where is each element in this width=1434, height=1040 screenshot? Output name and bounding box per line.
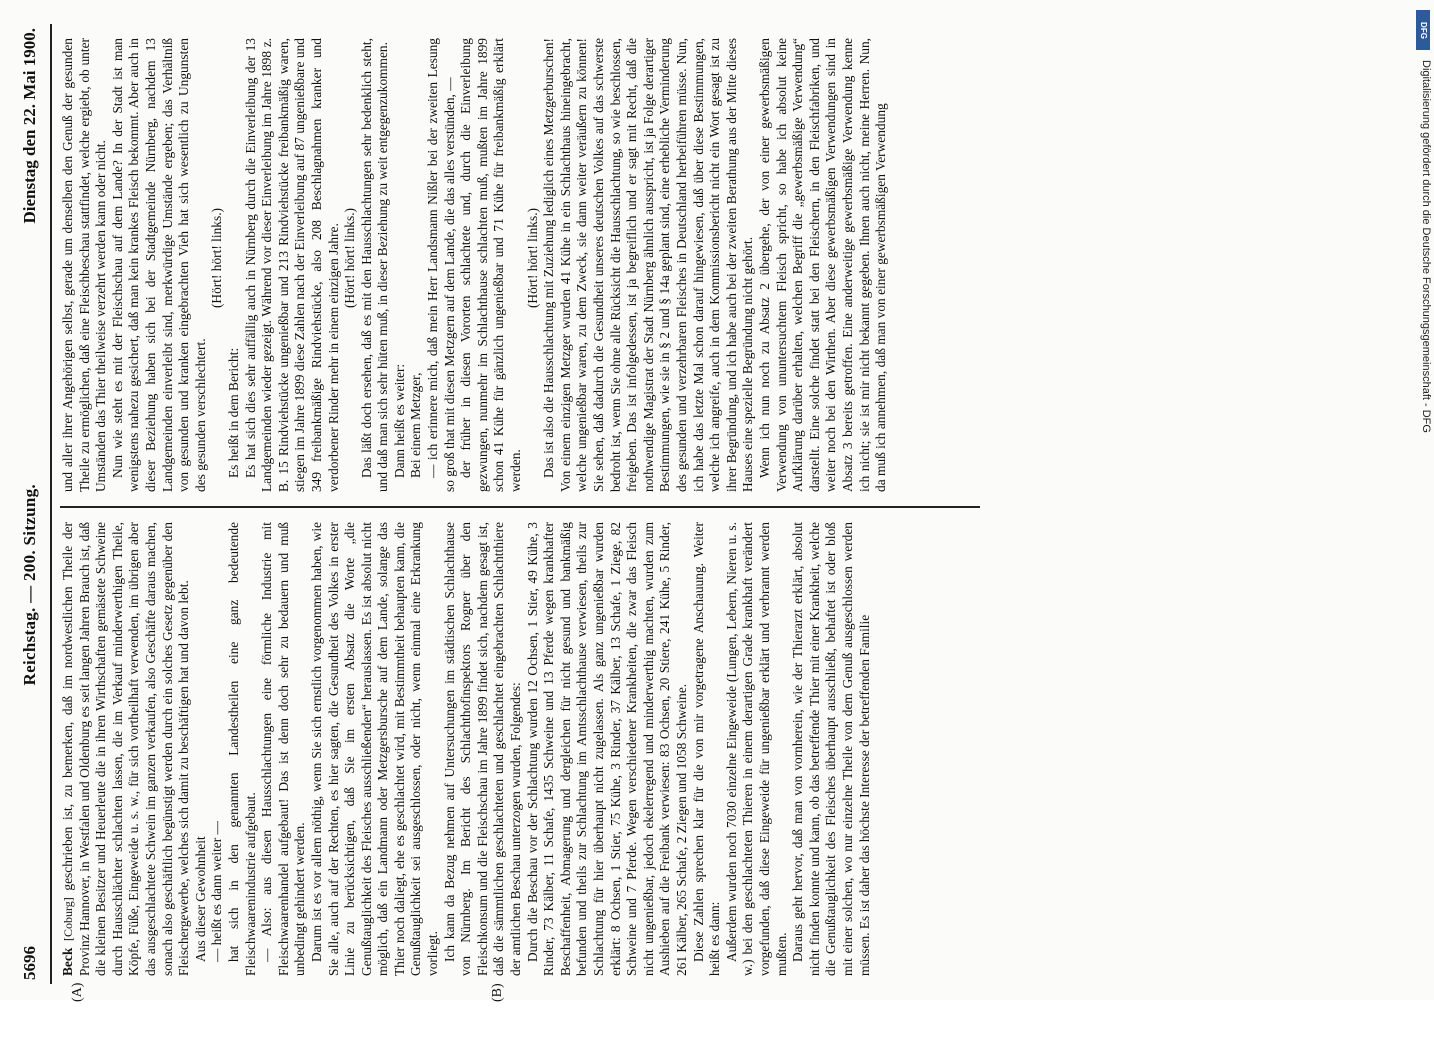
right-paragraph: — ich erinnere mich, daß mein Herr Landsmann Nißler bei der zweiten Lesung so groß that mit diesen Metzgern auf dem Lande, die das alles verstünden, — [425,38,457,492]
right-paragraph: (Hört! hört! links.) [524,207,540,309]
page-number: 5696 [20,946,39,980]
credit-text: Digitalisierung gefördert durch die Deutsche Forschungsgemeinschaft - DFG [1420,60,1432,433]
margin-letter-b: (B) [490,983,505,1002]
left-paragraph: — Also: aus diesen Hausschlachtungen eine förmliche Industrie mit Fleischwaarenhandel aufgebaut! Das ist denn doch sehr zu bedauern und muß unbedingt gehindert werden. [259,522,308,976]
right-column [60,30,980,500]
right-paragraph: (Hört! hört! links.) [209,207,225,309]
right-paragraph: Dann heißt es weiter: [391,363,407,478]
right-paragraph: der früher in diesen Vororten schlachtete und, durch die Einverleibung gezwungen, nunmehr im Schlachthause schlachten muß, mußten im Jahre 1899 schon 41 Kühe für gänzlich ungenießbar und 71 Kühe für freibankmäßig erklärt werden. [458,38,524,492]
left-paragraph: Ich kann da Bezug nehmen auf Untersuchungen im städtischen Schlachthause von Nürnberg. Im Bericht des Schlachthofinspektors Rogner über den Fleischkonsum und die Fleischschau im Jahre 1899 findet sich, nachdem gesagt ist, daß die sämmtlichen geschlachteten und geschlachtet eingebrachten Schlachtthiere der amtlichen Beschau unterzogen wurden, Folgendes: [441,522,524,976]
left-paragraph: — heißt es dann weiter — [209,821,225,962]
right-paragraph: Es heißt in dem Bericht: [225,347,241,478]
page-header [10,24,52,984]
left-paragraph: Durch die Beschau vor der Schlachtung wurden 12 Ochsen, 1 Stier, 49 Kühe, 3 Rinder, 73 Kälber, 11 Schafe, 1435 Schweine und 13 Pferde wegen krankhafter Beschaffenheit, Abmagerung und dergleichen für nicht gesund und bankmäßig befunden und theils zur Schlachtung im Amtsschlachthause verwiesen, theils zur Schlachtung für hier überhaupt nicht zugelassen. Als ganz ungenießbar wurden erklärt: 8 Ochsen, 1 Stier, 75 Kühe, 3 Rinder, 37 Kälber, 13 Schafe, 1 Ziege, 82 Schweine und 7 Pferde. Wegen verschiedener Krankheiten, die zwar das Fleisch nicht ungenießbar, jedoch ekelerregend und minderwerthig machten, wurden zum Aushieben auf die Freibank verwiesen: 83 Ochsen, 20 Stiere, 241 Kühe, 5 Rinder, 261 Kälber, 265 Schafe, 2 Ziegen und 1058 Schweine. [524,522,689,976]
session-title: Reichstag. — 200. Sitzung. [20,484,39,686]
margin-letter-a: (A) [70,982,85,1002]
text-body [60,24,980,984]
left-paragraph: Außerdem wurden noch 7030 einzelne Eingeweide (Lungen, Lebern, Nieren u. s. w.) bei den geschlachteten Thieren in einem derartigen Grade krankhaft verändert vorgefunden, daß diese Eingeweide für ungenießbar erklärt und verbrannt werden mußten. [723,522,789,976]
right-paragraph: Nun wie steht es mit der Fleischschau auf dem Lande? In der Stadt ist man wenigstens nahezu gesichert, daß man kein krankes Fleisch bekommt. Aber auch in dieser Beziehung haben sich bei der Stadtgemeinde Nürnberg, nachdem 13 Landgemeinden einverleibt sind, merkwürdige Umstände ergeben; das Verhältniß von gesunden und kranken eingebrachten Vieh hat sich wesentlich zu Ungunsten des gesunden verschlechtert. [109,38,208,492]
rotated-document-page [10,14,1380,1002]
right-paragraph: Wenn ich nun noch zu Absatz 2 übergehe, der von einer gewerbsmäßigen Verwendung von ununtersuchtem Fleisch spricht, so habe ich absolut keine Aufklärung darüber erhalten, welchen Begriff die „gewerbsmäßige Verwendung“ darstellt. Eine solche findet statt bei den Fleischern, in den Fleischfabriken, und weiter noch bei den Wirthen. Aber diese gewerbsmäßigen Verwendungen sind in Absatz 3 bereits getroffen. Eine anderweitige gewerbsmäßige Verwendung kenne ich nicht; sie ist mir nicht bekannt gegeben. Ihnen auch nicht, meine Herren. Nun, da muß ich annehmen, daß man von einer gewerbsmäßigen Verwendung [756,38,889,492]
left-paragraph: Darum ist es vor allem nöthig, wenn Sie sich ernstlich vorgenommen haben, wie Sie alle, auch auf der Rechten, es hier sagten, die Gesundheit des Volkes in erster Linie zu berücksichtigen, daß Sie im ersten Absatz die Worte „die Genußtauglichkeit des Fleisches ausschließenden“ herauslassen. Es ist absolut nicht möglich, daß ein Landmann oder Metzgersbursche auf dem Lande, solange das Thier noch daliegt, ehe es geschlachtet wird, mit Bestimmtheit behaupten kann, die Genußtauglichkeit sei ausgeschlossen, oder nicht, wenn einmal eine Erkrankung vorliegt. [308,522,441,976]
left-paragraph: hat sich in den genannten Landestheilen eine ganz bedeutende Fleischwaarenindustrie aufgebaut. [225,522,258,976]
speaker-note: [Coburg] [61,897,75,942]
left-paragraph: Aus dieser Gewohnheit [192,836,208,962]
dfg-logo: DFG [1416,10,1430,50]
left-paragraph: Daraus geht hervor, daß man von vornherein, wie der Thierarzt erklärt, absolut nicht finden konnte und kann, ob das betreffende Thier mit einer Krankheit, welche die Genußtauglichkeit des Fleisches überhaupt ausschließt, behaftet ist oder bloß mit einer solchen, wo nur einzelne Theile von dem Genuß ausgeschlossen werden müssen. Es ist daher das höchste Interesse der betreffenden Familie [790,522,872,976]
digitization-credit [1412,60,1430,1040]
right-paragraph: Das läßt doch ersehen, daß es mit den Hausschlachtungen sehr bedenklich steht, und daß man sich sehr hüten muß, in dieser Beziehung zu weit entgegenzukommen. [358,38,391,492]
left-column [60,514,980,984]
paragraph-text: geschrieben ist, zu bemerken, daß im nordwestlichen Theile der Provinz Hannover, in Westfalen und Oldenburg es seit langen Jahren Brauch ist, daß die kleinen Besitzer und Heuerleute die in ihren Wirthschaften gemästete Schweine durch Hausschlächter schlachten lassen, die im Verkauf minderwerthigen Theile, Köpfe, Füße, Eingeweide u. s. w., für sich vortheilhaft verwenden, im übrigen aber das ausgeschlachtete Schwein im ganzen verkaufen, also Geschäfte daraus machen, sonach also geschäftlich begünstigt werden durch ein solches Gesetz gegenüber den Fleischergewerbe, welches sich damit zu beschäftigen hat und davon lebt. [60,522,192,976]
speaker-name: Beck [60,947,75,976]
right-paragraph: (Hört! hört! links.) [342,207,358,309]
right-paragraph: Das ist also die Hausschlachtung mit Zuziehung lediglich eines Metzgerburschen! Von einem einzigen Metzger wurden 41 Kühe in ein Schlachthaus hineingebracht, welche ungenießbar waren, zu dem Zweck, sie dann weiter veräußern zu können! Sie sehen, daß dadurch die Gesundheit unseres deutschen Volkes auf das schwerste bedroht ist, wenn Sie ohne alle Rücksicht die Hausschlachtung, so wie beschlossen, freigeben. Das ist infolgedessen, ist ja begreiflich und er sagt mit Recht, daß die nothwendige Magistrat der Stadt Nürnberg ähnlich ausspricht, ist ja Folge derartiger Bestimmungen, wie sie in § 2 und § 14a geplant sind, eine erhebliche Verminderung des gesunden und verzehrbaren Fleisches in Deutschland herbeiführen müsse. Nun, ich habe das letzte Mal schon darauf hingewiesen, daß über diese Bestimmungen, welche ich angreife, auch in dem Kommissionsbericht nicht ein Wort gesagt ist zu ihrer Begründung, und ich habe auch bei der zweiten Berathung aus der Mitte dieses Hauses eine spezielle Begründung nicht gehört. [541,38,756,492]
right-paragraph: Es hat sich dies sehr auffällig auch in Nürnberg durch die Einverleibung der 13 Landgemeinden wieder gezeigt. Während vor dieser Einverleibung im Jahre 1898 z. B. 15 Rindviehstücke ungenießbar und 213 Rindviehstücke freibankmäßig waren, stiegen im Jahre 1899 diese Zahlen nach der Einverleibung auf 87 ungenießbare und 349 freibankmäßige Rindviehstücke, also 208 Beschlagnahmen kranker und verdorbener Rinder mehr in einem einzigen Jahre. [242,38,341,492]
left-paragraph: Diese Zahlen sprechen klar für die von mir vorgetragene Anschauung. Weiter heißt es dann: [690,522,723,976]
right-paragraph: Bei einem Metzger, [408,372,424,478]
right-paragraph: und aller ihrer Angehörigen selbst, gerade um denselben den Genuß der gesunden Theile zu ermöglichen, daß eine Fleischbeschau stattfindet, welche ergiebt, ob unter Umständen das Thier theilweise verzehrt werden kann oder nicht. [60,38,109,492]
left-paragraph [60,522,193,976]
session-date: Dienstag den 22. Mai 1900. [20,28,39,224]
column-divider [60,506,980,508]
